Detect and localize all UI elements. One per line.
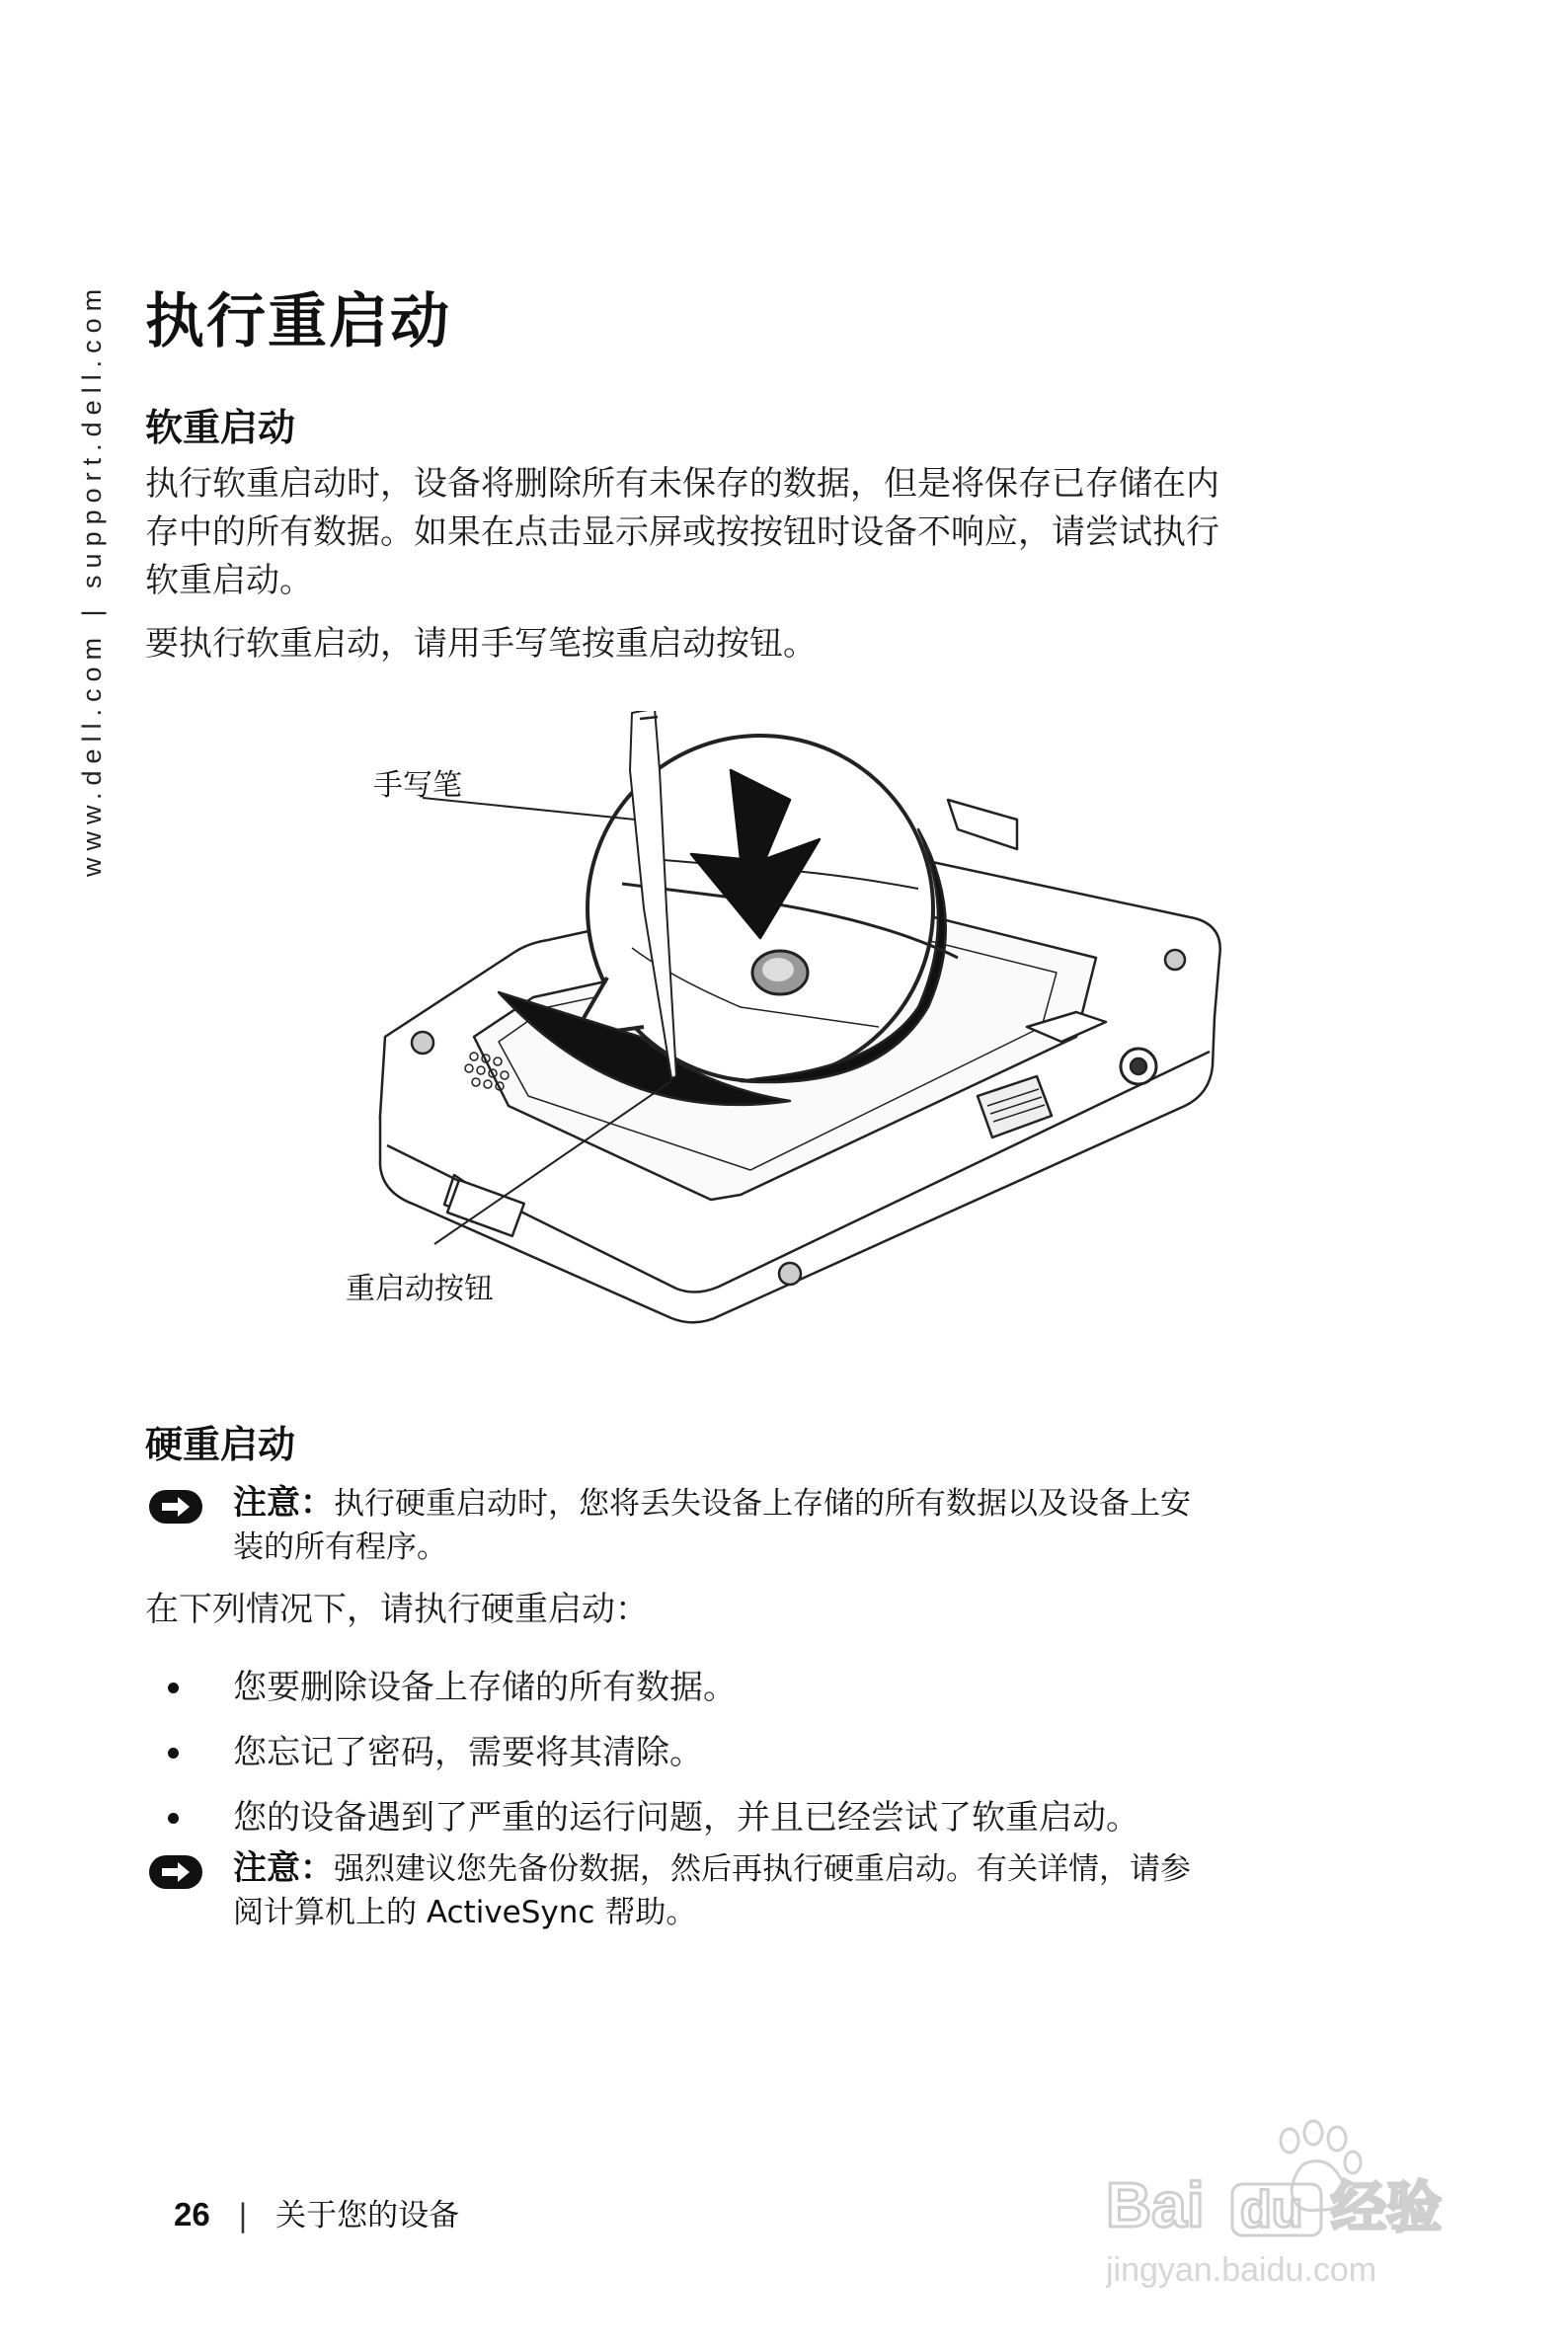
hard-reset-intro: 在下列情况下，请执行硬重启动： xyxy=(145,1590,649,1629)
side-url: www.dell.com | support.dell.com xyxy=(77,281,107,877)
list-item xyxy=(168,1655,1353,1720)
device-reset-figure xyxy=(326,711,1254,1353)
notice-arrow-icon xyxy=(148,1854,203,1890)
reset-button-label: 重启动按钮 xyxy=(346,1272,494,1306)
soft-reset-heading: 软重启动 xyxy=(145,406,296,449)
list-item-text: 您要删除设备上存储的所有数据。 xyxy=(233,1668,737,1707)
footer-separator: | xyxy=(237,2198,249,2233)
list-item-text: 您的设备遇到了严重的运行问题，并且已经尝试了软重启动。 xyxy=(233,1798,1139,1838)
notice-2-text xyxy=(233,1846,1363,1934)
screw-bottom xyxy=(779,1263,801,1285)
notice-2-line-1: 强烈建议您先备份数据，然后再执行硬重启动。有关详情，请参 xyxy=(334,1851,1191,1887)
hard-reset-heading: 硬重启动 xyxy=(145,1423,296,1466)
notice-2 xyxy=(148,1846,1363,1934)
bullet-dot-icon xyxy=(168,1683,179,1693)
notice-1-line-1: 执行硬重启动时，您将丢失设备上存储的所有数据以及设备上安 xyxy=(334,1486,1191,1522)
screw-right xyxy=(1165,950,1185,970)
soft-reset-instruction: 要执行软重启动，请用手写笔按重启动按钮。 xyxy=(145,624,817,664)
page-number: 26 xyxy=(174,2196,210,2232)
notice-1 xyxy=(148,1481,1363,1569)
baidu-jingyan-watermark xyxy=(1106,2103,1481,2301)
notice-1-text xyxy=(233,1481,1363,1569)
page-footer xyxy=(174,2190,459,2234)
pocket-pc-illustration xyxy=(326,711,1254,1353)
svg-text:经验: 经验 xyxy=(1331,2176,1442,2240)
svg-text:du: du xyxy=(1240,2181,1303,2238)
soft-reset-line-3: 软重启动。 xyxy=(145,561,313,600)
screw-left xyxy=(412,1032,433,1054)
soft-reset-paragraph xyxy=(145,460,1370,605)
stylus-label: 手写笔 xyxy=(373,768,462,803)
footer-section: 关于您的设备 xyxy=(275,2198,460,2233)
svg-text:jingyan.baidu.com: jingyan.baidu.com xyxy=(1106,2251,1377,2289)
bullet-dot-icon xyxy=(168,1813,179,1824)
soft-reset-line-1: 执行软重启动时，设备将删除所有未保存的数据，但是将保存已存储在内 xyxy=(145,464,1219,504)
list-item xyxy=(168,1720,1353,1785)
notice-1-line-2: 装的所有程序。 xyxy=(233,1529,447,1565)
bullet-dot-icon xyxy=(168,1748,179,1759)
list-item-text: 您忘记了密码，需要将其清除。 xyxy=(233,1733,703,1772)
notice-1-label: 注意： xyxy=(233,1483,334,1523)
notice-2-line-2: 阅计算机上的 ActiveSync 帮助。 xyxy=(233,1895,697,1930)
page-title: 执行重启动 xyxy=(145,287,451,356)
svg-text:Bai: Bai xyxy=(1106,2169,1205,2240)
notice-arrow-icon xyxy=(148,1489,203,1525)
hard-reset-conditions xyxy=(168,1655,1353,1850)
notice-2-label: 注意： xyxy=(233,1848,334,1888)
soft-reset-line-2: 存中的所有数据。如果在点击显示屏或按按钮时设备不响应，请尝试执行 xyxy=(145,512,1219,552)
list-item xyxy=(168,1785,1353,1850)
